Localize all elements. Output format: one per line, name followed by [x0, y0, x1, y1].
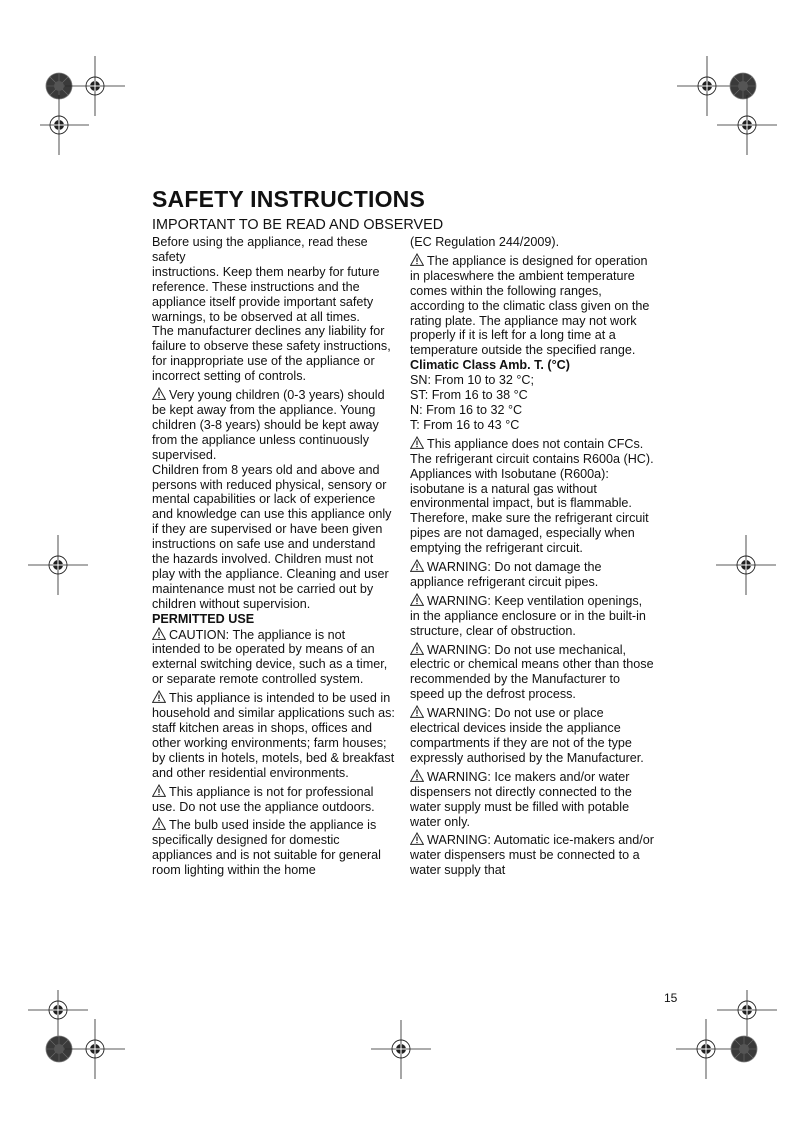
defrost-warning: WARNING: Do not use mechanical, electric or chemical means other than those recommended by the Manufacturer to speed up the defrost process. — [410, 642, 654, 702]
caution-warning: CAUTION: The appliance is not intended to be operated by means of an external switching device, such as a timer, or separate remote controlled system. — [152, 627, 388, 687]
warning-icon — [410, 559, 424, 572]
climatic-class-sn: SN: From 10 to 32 °C; — [410, 373, 535, 388]
page-title: SAFETY INSTRUCTIONS — [152, 186, 426, 212]
cfc-warning: This appliance does not contain CFCs. The refrigerant circuit contains R600a (HC). Appliances with Isobutane (R600a): isobutane is a natural gas without environmental impact, but is flammable. Therefore, make sure the refrigerant circuit pipes are not damaged, especially when emptying the refrigerant circuit. — [410, 436, 654, 556]
warning-icon — [410, 593, 424, 606]
household-use-warning: This appliance is intended to be used in household and similar applications such as: staff kitchen areas in shops, offices and other working environments; farm houses; by clients in hotels, motels, bed & breakfast and other residential environments. — [152, 691, 395, 780]
right-column — [410, 235, 654, 881]
climatic-class-heading: Climatic Class Amb. T. (°C) — [410, 358, 570, 373]
permitted-use-heading: PERMITTED USE — [152, 611, 255, 626]
registration-mark-top-right — [672, 55, 782, 165]
automatic-ice-makers-warning: WARNING: Automatic ice-makers and/or water dispensers must be connected to a water supply that — [410, 833, 654, 878]
climatic-class-st: ST: From 16 to 38 °C — [410, 388, 528, 403]
registration-mark-middle-right — [710, 533, 780, 603]
climatic-class-t: T: From 16 to 43 °C — [410, 417, 520, 432]
intro-text-2: instructions. Keep them nearby for future reference. These instructions and the appliance itself provide important safety warnings, to be observed at all times. — [152, 264, 380, 324]
ventilation-warning: WARNING: Keep ventilation openings, in the appliance enclosure or in the built-in structure, clear of obstruction. — [410, 593, 646, 638]
warning-icon — [410, 832, 424, 845]
ambient-temperature-warning: The appliance is designed for operation in placeswhere the ambient temperature comes within the following ranges, according to the climatic class given on the rating plate. The appliance may not work properly if it is left for a long time at a temperature outside the specified range. — [410, 253, 650, 358]
registration-mark-bottom-center — [366, 1020, 436, 1090]
warning-icon — [410, 705, 424, 718]
registration-mark-top-left — [40, 55, 150, 165]
registration-mark-middle-left — [25, 533, 95, 603]
warning-icon — [410, 436, 424, 449]
registration-mark-bottom-right — [670, 990, 790, 1100]
page-number: 15 — [664, 991, 678, 1005]
warning-icon — [152, 627, 166, 640]
bulb-warning: The bulb used inside the appliance is specifically designed for domestic appliances and is not suitable for general room lighting within the home — [152, 818, 381, 878]
warning-icon — [410, 253, 424, 266]
warning-icon — [152, 784, 166, 797]
left-column — [152, 235, 396, 881]
registration-mark-bottom-left — [25, 990, 145, 1100]
electrical-devices-warning: WARNING: Do not use or place electrical devices inside the appliance compartments if they are not of the type expressly authorised by the Manufacturer. — [410, 706, 644, 765]
ec-regulation-text: (EC Regulation 244/2009). — [410, 235, 560, 249]
pipes-warning: WARNING: Do not damage the appliance refrigerant circuit pipes. — [410, 560, 602, 589]
warning-icon — [152, 690, 166, 703]
children-paragraph: Children from 8 years old and above and persons with reduced physical, sensory or mental capabilities or lack of experience and knowledge can use this appliance only if they are supervised or have been given instructions on safe use and understand the hazards involved. Children must not play with the appliance. Cleaning and user maintenance must not be carried out by children without supervision. — [152, 462, 392, 611]
intro-text-3: The manufacturer declines any liability for failure to observe these safety instructions, for inappropriate use of the appliance or incorrect setting of controls. — [152, 324, 391, 384]
warning-icon — [410, 769, 424, 782]
warning-icon — [152, 387, 166, 400]
warning-icon — [410, 642, 424, 655]
intro-text-1: Before using the appliance, read these safety — [152, 235, 368, 264]
page-subtitle: IMPORTANT TO BE READ AND OBSERVED — [152, 217, 444, 233]
children-warning: Very young children (0-3 years) should be kept away from the appliance. Young children (3-8 years) should be kept away from the appliance unless continuously supervised. — [152, 388, 385, 462]
not-professional-warning: This appliance is not for professional use. Do not use the appliance outdoors. — [152, 784, 375, 814]
climatic-class-n: N: From 16 to 32 °C — [410, 402, 523, 417]
ice-makers-warning: WARNING: Ice makers and/or water dispensers not directly connected to the water supply must be filled with potable water only. — [410, 769, 632, 829]
warning-icon — [152, 817, 166, 830]
